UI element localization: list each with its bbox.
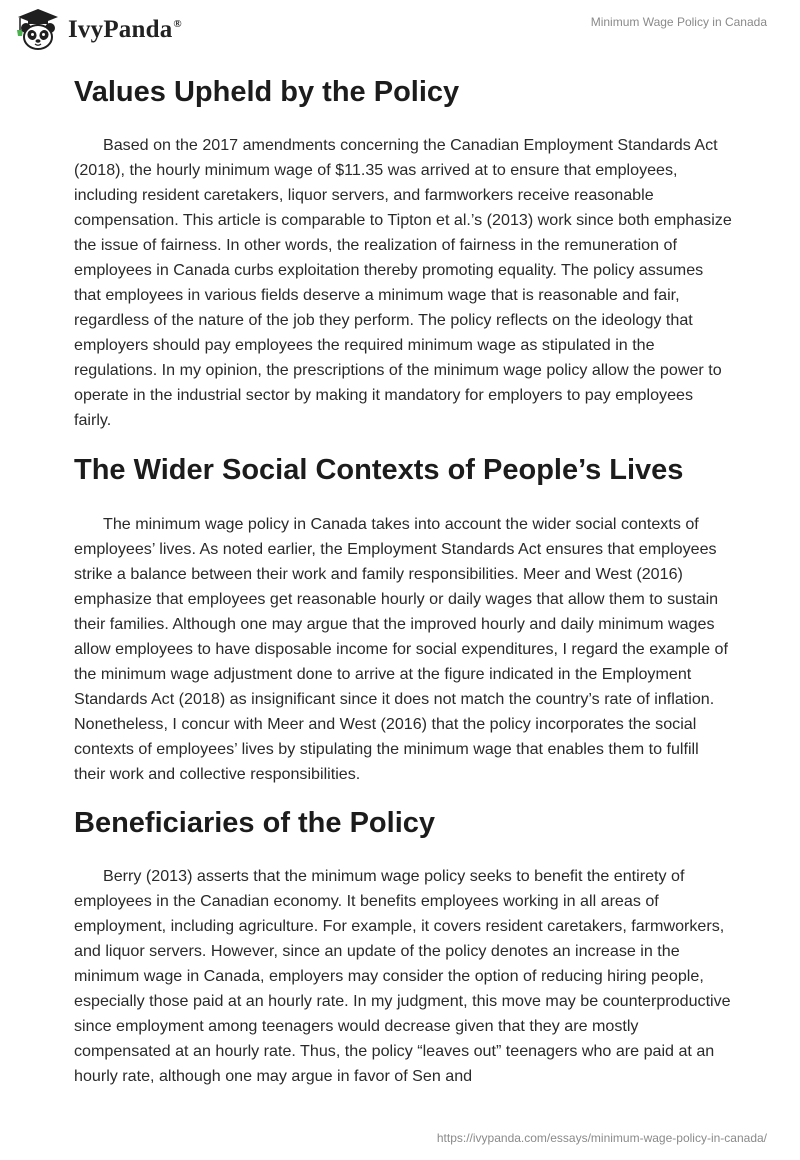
page-header (0, 0, 800, 64)
footer-url[interactable]: https://ivypanda.com/essays/minimum-wage-policy-in-canada/ (436, 1131, 767, 1145)
section-paragraph-beneficiaries: Berry (2013) asserts that the minimum wage policy seeks to benefit the entirety of employees in the Canadian economy. It benefits employees working in all areas of employment, including agriculture. For example, it covers resident caretakers, farmworkers, and liquor servers. However, since an update of the policy denotes an increase in the minimum wage in Canada, employers may consider the option of reducing hiring people, especially those paid at an hourly rate. In my judgment, this move may be counterproductive since employment among teenagers would decrease given that they are mostly compensated at an hourly rate. Thus, the policy “leaves out” teenagers who are paid at an hourly rate, although one may argue in favor of Sen and (74, 867, 731, 1085)
section-heading-social-contexts: The Wider Social Contexts of People’s Lives (74, 454, 684, 486)
brand-name: IvyPanda® (68, 16, 182, 43)
panda-graduate-icon (14, 8, 62, 52)
document-title: Minimum Wage Policy in Canada (590, 15, 767, 29)
brand-logo[interactable] (14, 8, 182, 52)
section-heading-beneficiaries: Beneficiaries of the Policy (74, 807, 436, 839)
section-paragraph-values: Based on the 2017 amendments concerning the Canadian Employment Standards Act (2018), the hourly minimum wage of $11.35 was arrived at to ensure that employees, including resident caretakers, liquor servers, and farmworkers receive reasonable compensation. This article is comparable to Tipton et al.’s (2013) work since both emphasize the issue of fairness. In other words, the realization of fairness in the remuneration of employees in Canada curbs exploitation thereby promoting equality. The policy assumes that employees in various fields deserve a minimum wage that is reasonable and fair, regardless of the nature of the job they perform. The policy reflects on the ideology that employers should pay employees the required minimum wage as stipulated in the regulations. In my opinion, the prescriptions of the minimum wage policy allow the power to operate in the industrial sector by making it mandatory for employers to pay employees fairly. (74, 136, 732, 429)
article-content (74, 72, 734, 1089)
section-paragraph-social-contexts: The minimum wage policy in Canada takes into account the wider social contexts of employees’ lives. As noted earlier, the Employment Standards Act ensures that employees strike a balance between their work and family responsibilities. Meer and West (2016) emphasize that employees get reasonable hourly or daily wages that allow them to sustain their families. Although one may argue that the improved hourly and daily minimum wages allow employees to have disposable income for social expenditures, I regard the example of the minimum wage adjustment done to arrive at the figure indicated in the Employment Standards Act (2018) as insignificant since it does not match the country’s rate of inflation. Nonetheless, I concur with Meer and West (2016) that the policy incorporates the social contexts of employees’ lives by stipulating the minimum wage that enables them to fulfill their work and collective responsibilities. (74, 515, 728, 783)
section-heading-values: Values Upheld by the Policy (74, 76, 460, 108)
